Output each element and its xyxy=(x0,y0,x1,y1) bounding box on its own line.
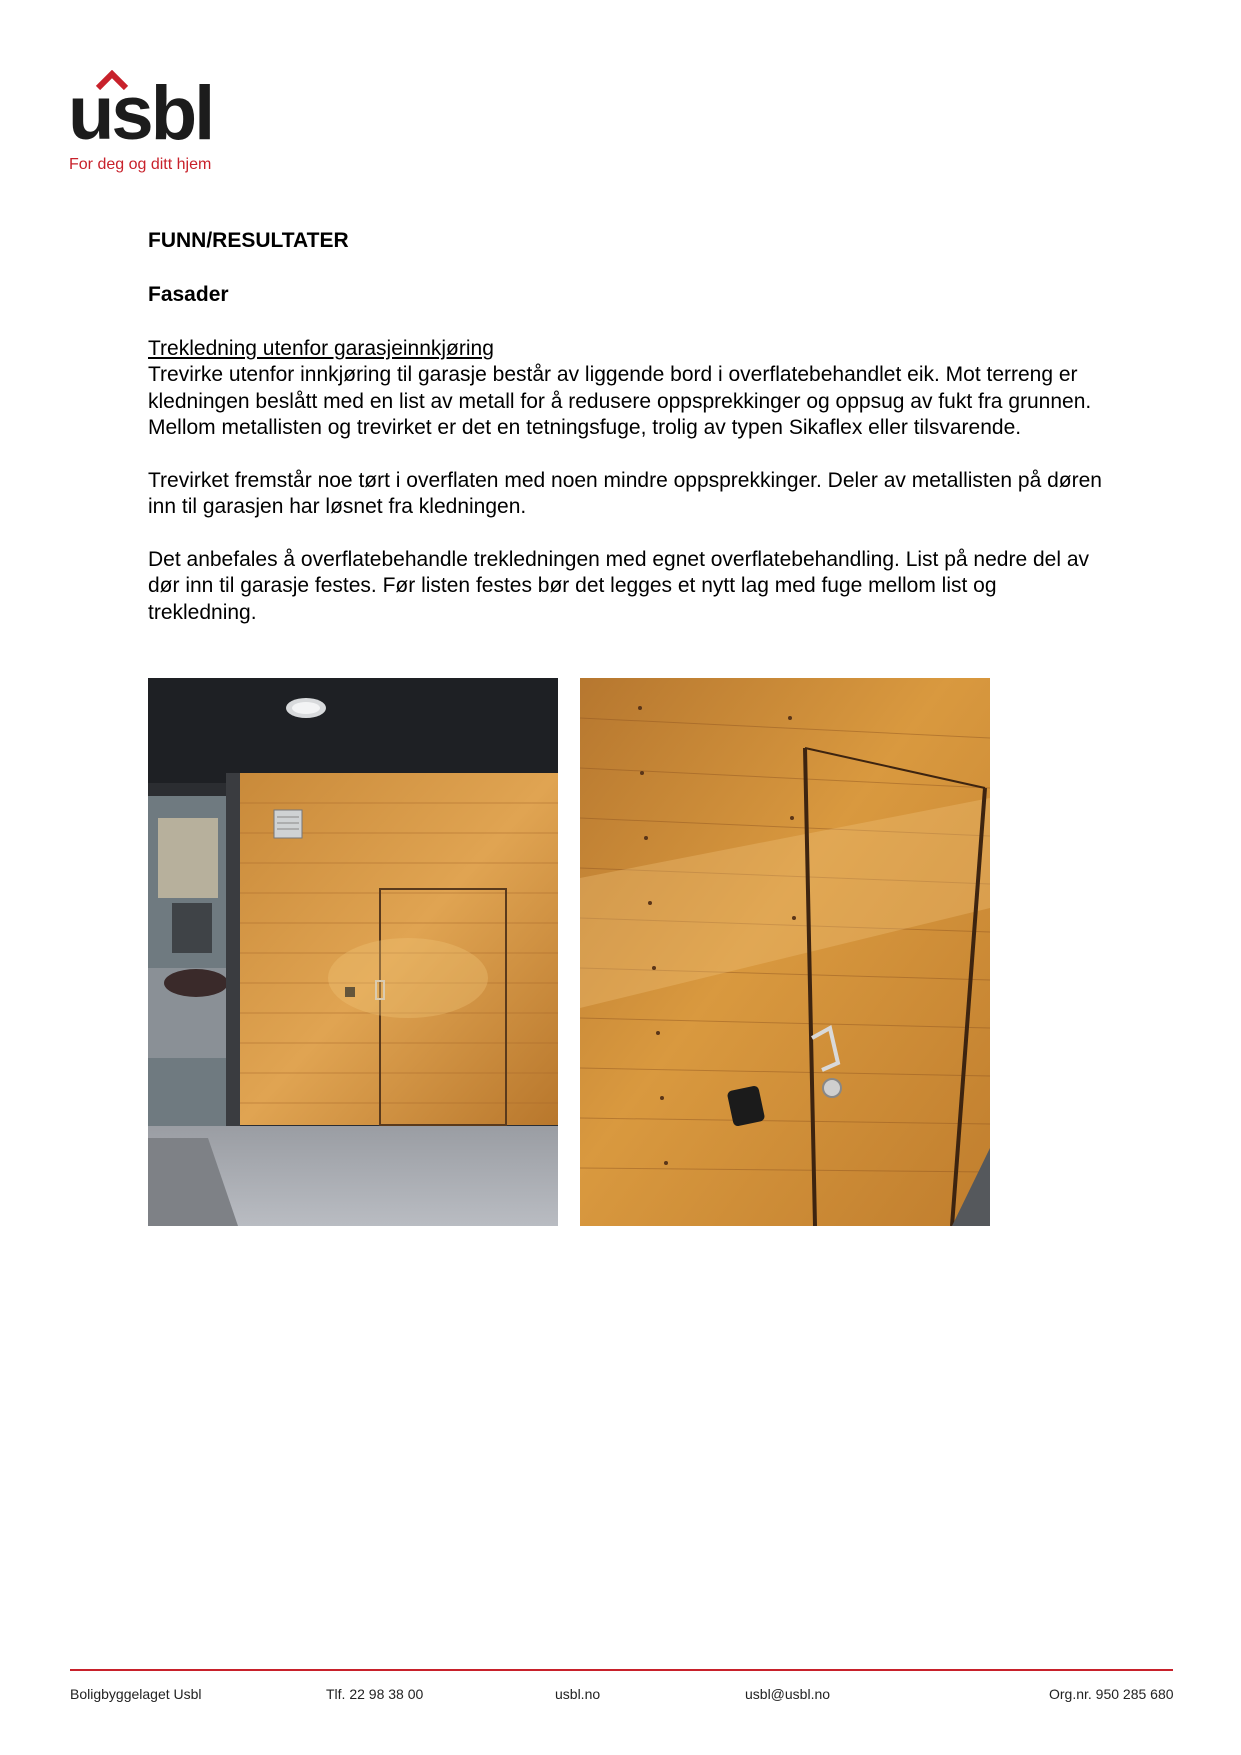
footer-divider xyxy=(70,1669,1173,1671)
report-content xyxy=(148,228,1108,626)
logo-tagline: For deg og ditt hjem xyxy=(69,156,212,173)
logo-wordmark: usbl xyxy=(68,71,213,156)
footer-org-number: Org.nr. 950 285 680 xyxy=(1049,1686,1174,1702)
photo-garage-facade xyxy=(148,678,558,1226)
footer-company: Boligbyggelaget Usbl xyxy=(70,1686,202,1702)
photo-garage-door-closeup xyxy=(580,678,990,1226)
photo-row xyxy=(148,678,990,1226)
footer-phone: Tlf. 22 98 38 00 xyxy=(326,1686,424,1702)
paragraph-findings: Trevirket fremstår noe tørt i overflaten med noen mindre oppsprekkinger. Deler av metallisten på døren inn til garasjen har løsnet fra kledningen. xyxy=(148,468,1102,518)
footer-email: usbl@usbl.no xyxy=(745,1686,831,1702)
item-title: Trekledning utenfor garasjeinnkjøring xyxy=(148,337,494,360)
subsection-title: Fasader xyxy=(148,283,229,306)
paragraph-recommendation: Det anbefales å overflatebehandle trekledningen med egnet overflatebehandling. List på nedre del av dør inn til garasje festes. Før listen festes bør det legges et nytt lag med fuge mellom list og trekledning. xyxy=(148,547,1090,624)
usbl-logo xyxy=(68,70,238,180)
footer-website: usbl.no xyxy=(555,1686,601,1702)
section-title: FUNN/RESULTATER xyxy=(148,229,349,252)
paragraph-description: Trevirke utenfor innkjøring til garasje består av liggende bord i overflatebehandlet eik. Mot terreng er kledningen beslått med en list av metall for å redusere oppsprekkinger og oppsug av fukt fra grunnen. Mellom metallisten og trevirket er det en tetningsfuge, trolig av typen Sikaflex eller tilsvarende. xyxy=(148,363,1092,439)
